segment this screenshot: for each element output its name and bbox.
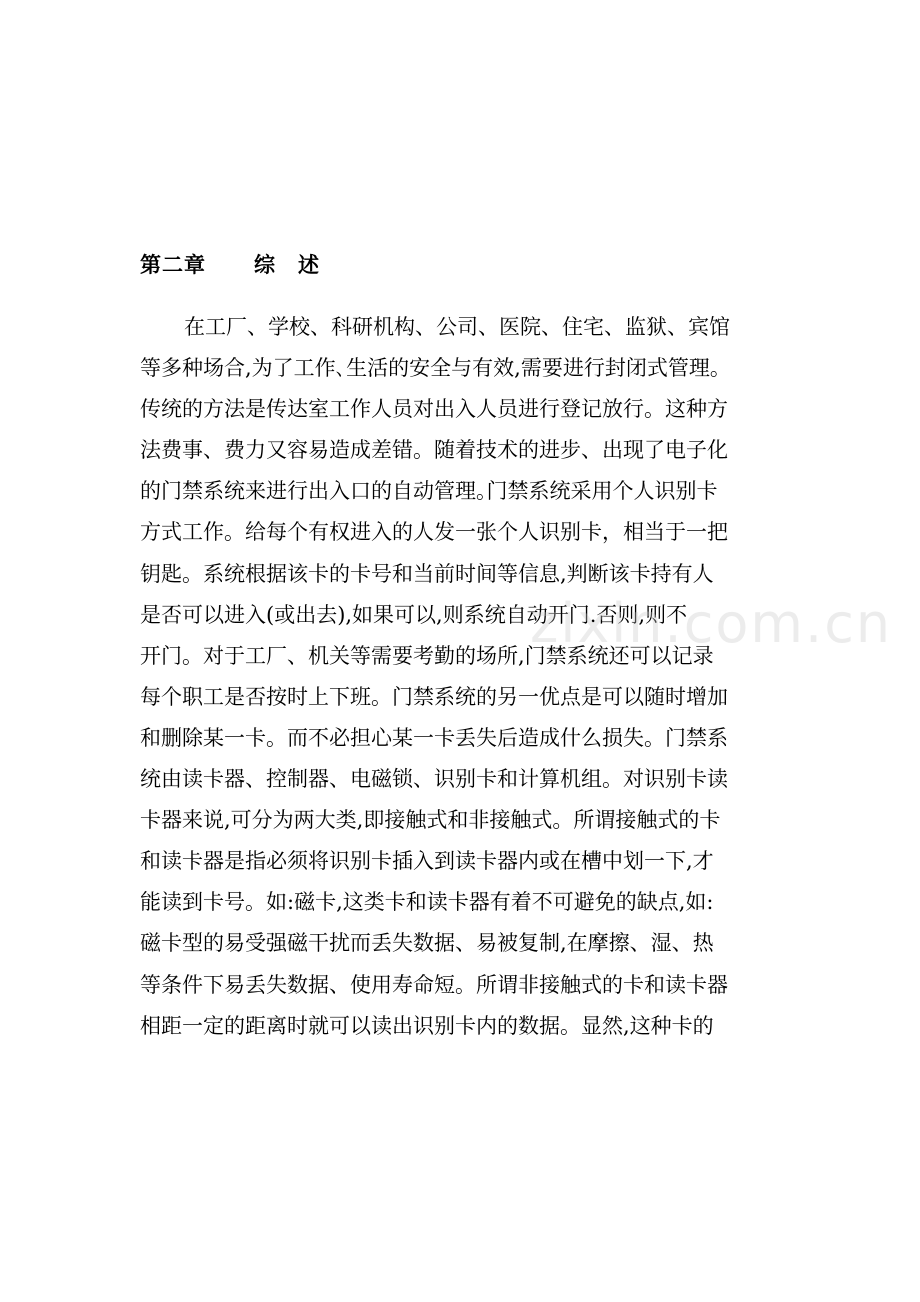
paragraph-line: 卡器来说,可分为两大类,即接触式和非接触式。所谓接触式的卡 xyxy=(140,808,721,833)
paragraph-line: 和删除某一卡。而不必担心某一卡丢失后造成什么损失。门禁系 xyxy=(140,725,728,750)
paragraph-line: 磁卡型的易受强磁干扰而丢失数据、易被复制,在摩擦、湿、热 xyxy=(140,931,714,956)
paragraph-line: 相距一定的距离时就可以读出识别卡内的数据。显然,这种卡的 xyxy=(140,1013,714,1038)
paragraph-line: 统由读卡器、控制器、电磁锁、识别卡和计算机组。对识别卡读 xyxy=(140,767,728,792)
paragraph-line: 是否可以进入(或出去),如果可以,则系统自动开门.否则,则不 xyxy=(140,602,688,627)
paragraph-line: 法费事、费力又容易造成差错。随着技术的进步、出现了电子化 xyxy=(140,438,728,463)
paragraph-line: 在工厂、学校、科研机构、公司、医院、住宅、监狱、宾馆 xyxy=(184,315,730,339)
paragraph-line: 等多种场合,为了工作､生活的安全与有效,需要进行封闭式管理。 xyxy=(140,356,731,381)
heading-word-2: 述 xyxy=(298,252,320,277)
paragraph-line: 开门。对于工厂、机关等需要考勤的场所,门禁系统还可以记录 xyxy=(140,643,714,668)
paragraph-line: 方式工作。给每个有权进入的人发一张个人识别卡，相当于一把 xyxy=(140,520,728,545)
paragraph-line: 的门禁系统来进行出入口的自动管理｡门禁系统采用个人识别卡 xyxy=(140,479,718,504)
chapter-heading xyxy=(140,248,320,282)
paragraph-line: 能读到卡号。如:磁卡,这类卡和读卡器有着不可避免的缺点,如: xyxy=(140,890,714,915)
paragraph-line: 每个职工是否按时上下班。门禁系统的另一优点是可以随时增加 xyxy=(140,684,728,709)
watermark: zixin.com.cn xyxy=(530,592,893,655)
heading-word-1: 综 xyxy=(254,252,276,277)
paragraph-line: 钥匙。系统根据该卡的卡号和当前时间等信息,判断该卡持有人 xyxy=(140,561,714,586)
paragraph-line: 和读卡器是指必须将识别卡插入到读卡器内或在槽中划一下,才 xyxy=(140,849,714,874)
paragraph-line: 等条件下易丢失数据、使用寿命短。所谓非接触式的卡和读卡器 xyxy=(140,972,728,997)
body-paragraph xyxy=(140,307,785,1047)
paragraph-line: 传统的方法是传达室工作人员对出入人员进行登记放行。这种方 xyxy=(140,397,728,422)
chapter-number: 第二章 xyxy=(140,252,206,277)
